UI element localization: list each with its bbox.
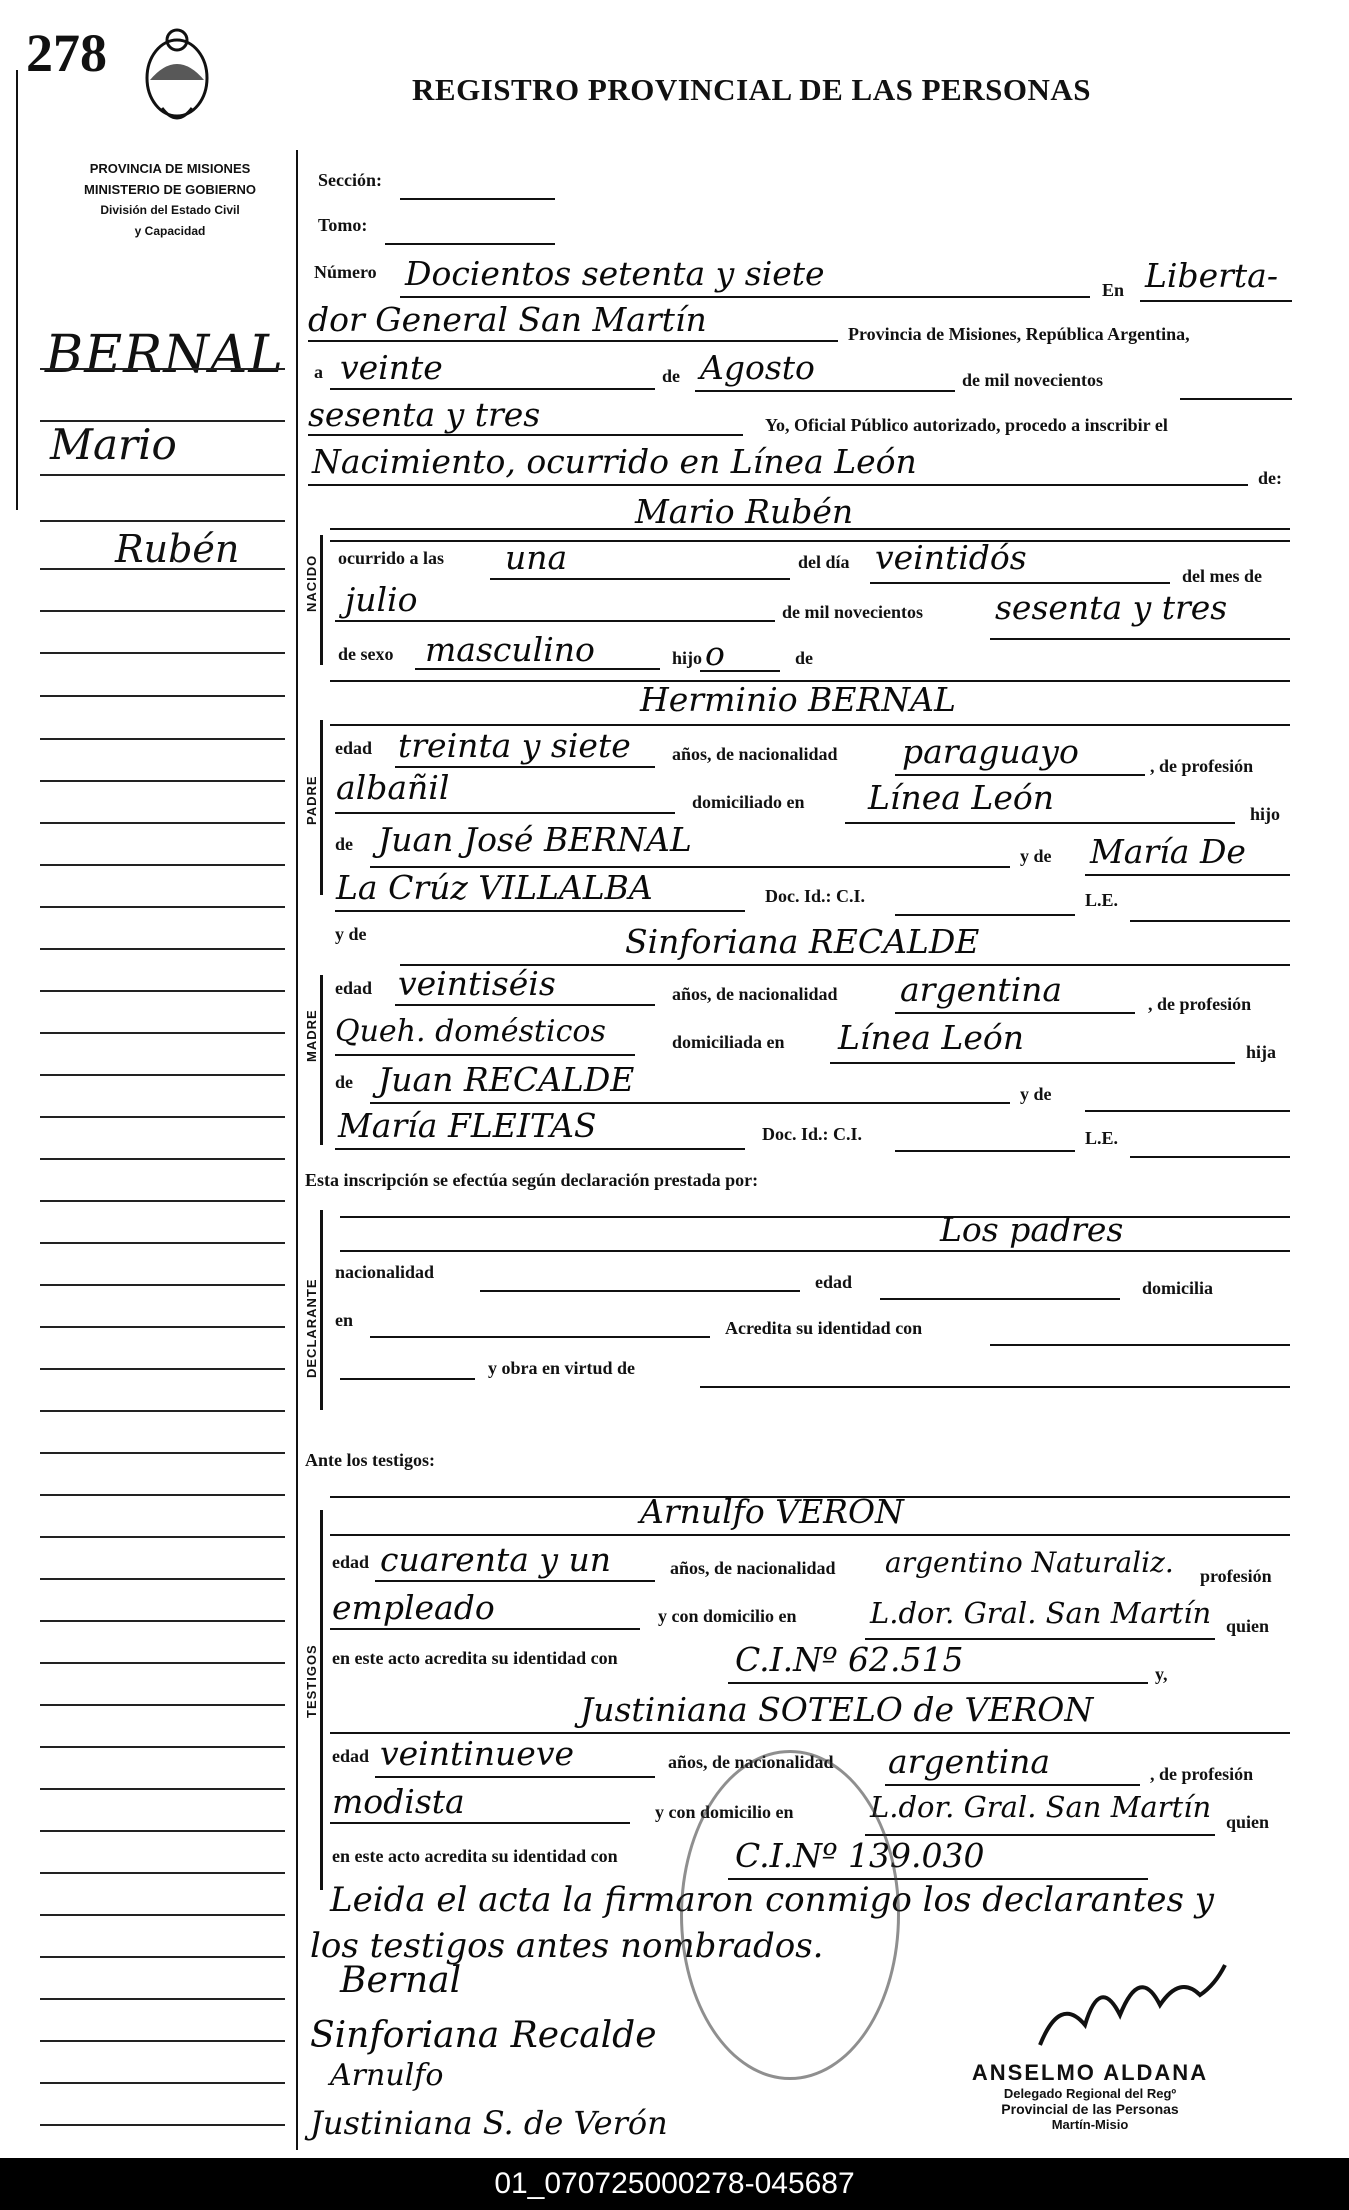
margin-line xyxy=(40,1914,285,1916)
margin-line xyxy=(40,1956,285,1958)
madre-prof-value: Queh. domésticos xyxy=(335,1014,606,1049)
madre-bracket xyxy=(320,975,323,1145)
signature-4: Justiniana S. de Verón xyxy=(310,2104,668,2142)
nacionalidad-line xyxy=(480,1290,800,1292)
madre-dom-value: Línea León xyxy=(838,1018,1024,1057)
anio-value: sesenta y tres xyxy=(308,395,541,434)
official-title-3: Martín-Misio xyxy=(1051,2117,1129,2132)
margin-line xyxy=(40,2040,285,2042)
declarante-line xyxy=(340,1250,1290,1252)
madre-le-label: L.E. xyxy=(1085,1128,1119,1148)
domicilia-label: domicilia xyxy=(1142,1278,1213,1298)
declarante-line-top xyxy=(340,1216,1290,1218)
madre-section-label: MADRE xyxy=(304,1009,319,1062)
declarante-value: Los padres xyxy=(940,1210,1124,1249)
official-name: ANSELMO ALDANA xyxy=(971,2060,1209,2085)
madre-y-de-label: y de xyxy=(335,924,367,944)
padre-section-label: PADRE xyxy=(304,775,319,825)
margin-line xyxy=(40,474,285,476)
nombre-line-2 xyxy=(330,540,1290,542)
declarante-section-label: DECLARANTE xyxy=(304,1278,319,1378)
madre-edad-line xyxy=(395,1004,655,1006)
t1-doc-line xyxy=(728,1682,1148,1684)
hora-value: una xyxy=(505,538,568,577)
decl-en-line xyxy=(370,1336,710,1338)
sexo-line xyxy=(415,668,660,670)
abuelo-m-value: Juan RECALDE xyxy=(378,1060,635,1099)
t2-acredita-label: en este acto acredita su identidad con xyxy=(332,1846,618,1866)
seccion-line xyxy=(400,198,555,200)
decl-edad-line xyxy=(880,1298,1120,1300)
numero-line xyxy=(400,296,1090,298)
madre-nac-line xyxy=(895,1012,1135,1014)
t1-edad-label: edad xyxy=(332,1552,370,1572)
margin-first-name: Mario xyxy=(50,420,177,469)
padre-value: Herminio BERNAL xyxy=(640,680,956,719)
t2-anos-label: años, de nacionalidad xyxy=(668,1752,834,1772)
madre-anos-label: años, de nacionalidad xyxy=(672,984,838,1004)
padre-prof-label: , de profesión xyxy=(1150,756,1254,776)
dia-value: veinte xyxy=(340,348,443,387)
acredita-label: Acredita su identidad con xyxy=(725,1318,923,1338)
closing-line-1: Leida el acta la firmaron conmigo los declarantes y xyxy=(330,1880,1214,1920)
abuela-p-line-1 xyxy=(1085,874,1290,876)
padre-edad-value: treinta y siete xyxy=(398,726,631,765)
margin-surname: BERNAL xyxy=(45,325,284,385)
agency-header xyxy=(50,158,290,242)
t1-dom-value: L.dor. Gral. San Martín xyxy=(870,1596,1212,1630)
t1-anos-label: años, de nacionalidad xyxy=(670,1558,836,1578)
ocurrido-label: ocurrido a las xyxy=(338,548,444,568)
del-dia-label: del día xyxy=(798,552,850,572)
padre-doc-line xyxy=(895,914,1075,916)
margin-line xyxy=(40,780,285,782)
margin-line xyxy=(40,1830,285,1832)
abuela-m-value: María FLEITAS xyxy=(338,1106,597,1145)
abuelo-m-de-label: de xyxy=(335,1072,353,1092)
provincia-label: Provincia de Misiones, República Argentina, xyxy=(848,324,1190,344)
official-signature xyxy=(1030,1955,1230,2055)
sexo-value: masculino xyxy=(425,630,595,669)
de-label: de xyxy=(662,366,680,386)
hijo-label: hijo xyxy=(672,648,703,668)
madre-le-line xyxy=(1130,1156,1290,1158)
margin-line xyxy=(40,1116,285,1118)
margin-line xyxy=(40,1242,285,1244)
margin-line xyxy=(40,906,285,908)
inscripcion-label: Esta inscripción se efectúa según declaración prestada por: xyxy=(305,1170,759,1190)
margin-line xyxy=(40,1452,285,1454)
t2-prof-line xyxy=(330,1822,630,1824)
decl-edad-label: edad xyxy=(815,1272,853,1292)
padre-anos-label: años, de nacionalidad xyxy=(672,744,838,764)
nombre-value: Mario Rubén xyxy=(635,492,854,531)
padre-prof-value: albañil xyxy=(336,768,450,807)
margin-line xyxy=(40,520,285,522)
t2-edad-value: veintinueve xyxy=(380,1734,575,1773)
margin-line xyxy=(40,1662,285,1664)
margin-line xyxy=(40,368,285,370)
numero-label: Número xyxy=(314,262,377,282)
abuela-p-value-1: María De xyxy=(1090,832,1246,871)
dia-nac-line xyxy=(870,582,1170,584)
lugar-line-2 xyxy=(308,340,838,342)
padre-dom-value: Línea León xyxy=(868,778,1054,817)
margin-line xyxy=(40,1536,285,1538)
sexo-label: de sexo xyxy=(338,644,394,664)
decl-en-label: en xyxy=(335,1310,353,1330)
dia-line xyxy=(330,388,655,390)
abuela-m-line-2 xyxy=(335,1148,745,1150)
margin-line xyxy=(40,1326,285,1328)
margin-line xyxy=(40,1872,285,1874)
padre-prof-line xyxy=(335,812,675,814)
t2-edad-label: edad xyxy=(332,1746,370,1766)
margin-line xyxy=(40,610,285,612)
ante-testigos-label: Ante los testigos: xyxy=(305,1450,435,1470)
signature-3: Arnulfo xyxy=(330,2058,444,2093)
t2-dom-label: y con domicilio en xyxy=(655,1802,794,1822)
official-stamp xyxy=(680,1750,900,2080)
acto-value: Nacimiento, ocurrido en Línea León xyxy=(312,442,917,481)
nacido-bracket xyxy=(320,535,323,665)
padre-le-line xyxy=(1130,920,1290,922)
madre-dom-label: domiciliada en xyxy=(672,1032,785,1052)
t1-edad-line xyxy=(375,1580,655,1582)
margin-line xyxy=(40,420,285,422)
margin-line xyxy=(40,738,285,740)
signature-1: Bernal xyxy=(340,1960,462,2001)
decl-obra-line-a xyxy=(340,1378,475,1380)
t2-quien-label: quien xyxy=(1226,1812,1270,1832)
folio-number: 278 xyxy=(26,23,107,83)
de-colon-label: de: xyxy=(1258,468,1282,488)
obra-label: y obra en virtud de xyxy=(488,1358,636,1378)
de-mil-label: de mil novecientos xyxy=(962,370,1103,390)
abuela-p-value-2: La Crúz VILLALBA xyxy=(336,868,653,907)
margin-line xyxy=(40,822,285,824)
abuelo-m-line xyxy=(370,1102,1010,1104)
margin-line xyxy=(40,1158,285,1160)
decl-obra-line-b xyxy=(700,1386,1290,1388)
official-title-2: Provincial de las Personas xyxy=(1001,2101,1179,2117)
dia-nac-value: veintidós xyxy=(875,538,1027,577)
hora-line xyxy=(490,578,790,580)
margin-line xyxy=(40,1368,285,1370)
declarante-bracket xyxy=(320,1210,323,1410)
t2-edad-line xyxy=(375,1776,655,1778)
margin-line xyxy=(40,1746,285,1748)
lugar-value-1: Liberta- xyxy=(1145,256,1278,295)
margin-line xyxy=(40,2082,285,2084)
t2-dom-value: L.dor. Gral. San Martín xyxy=(870,1790,1212,1824)
testigo2-value: Justiniana SOTELO de VERON xyxy=(580,1690,1094,1729)
madre-doc-label: Doc. Id.: C.I. xyxy=(762,1124,863,1144)
agency-line-4: y Capacidad xyxy=(134,224,206,238)
margin-line xyxy=(40,1032,285,1034)
madre-value: Sinforiana RECALDE xyxy=(625,922,980,961)
abuela-p-line-2 xyxy=(335,910,745,912)
official-title-1: Delegado Regional del Regº xyxy=(1003,2086,1177,2101)
padre-le-label: L.E. xyxy=(1085,890,1119,910)
padre-hijo-label: hijo xyxy=(1250,804,1281,824)
a-label: a xyxy=(314,362,323,382)
yo-label: Yo, Oficial Público autorizado, procedo a inscribir el xyxy=(765,415,1168,435)
madre-nac-value: argentina xyxy=(900,970,1063,1009)
t1-nac-value: argentino Naturaliz. xyxy=(885,1546,1174,1579)
tomo-line xyxy=(385,243,555,245)
mes-line xyxy=(695,390,955,392)
tomo-label: Tomo: xyxy=(318,215,368,235)
padre-nac-value: paraguayo xyxy=(902,732,1079,771)
padre-edad-label: edad xyxy=(335,738,373,758)
mes-value: Agosto xyxy=(700,348,815,387)
t2-doc-value: C.I.Nº 139.030 xyxy=(735,1836,985,1875)
t1-prof-label: profesión xyxy=(1200,1566,1272,1586)
padre-dom-label: domiciliado en xyxy=(692,792,805,812)
anio-line-b xyxy=(308,434,743,436)
padre-nac-line xyxy=(895,774,1145,776)
de-2-label: de xyxy=(795,648,813,668)
mes-nac-line xyxy=(335,620,775,622)
margin-line xyxy=(40,1410,285,1412)
t1-edad-value: cuarenta y un xyxy=(380,1540,612,1579)
padre-bracket xyxy=(320,720,323,895)
t1-prof-line xyxy=(330,1628,640,1630)
padre-dom-line xyxy=(845,822,1235,824)
t1-y-label: y, xyxy=(1155,1664,1168,1684)
margin-line xyxy=(40,1494,285,1496)
testigo1-line xyxy=(330,1534,1290,1536)
t1-doc-value: C.I.Nº 62.515 xyxy=(735,1640,964,1679)
agency-line-1: PROVINCIA DE MISIONES xyxy=(89,161,251,176)
margin-line xyxy=(40,1998,285,2000)
t2-prof-label: , de profesión xyxy=(1150,1764,1254,1784)
t1-quien-label: quien xyxy=(1226,1616,1270,1636)
lugar-line-1 xyxy=(1140,300,1292,302)
document-id-footer: 01_070725000278-045687 xyxy=(0,2158,1349,2210)
agency-line-2: MINISTERIO DE GOBIERNO xyxy=(84,182,256,197)
abuela-m-line-1 xyxy=(1085,1110,1290,1112)
madre-edad-value: veintiséis xyxy=(398,964,556,1003)
hijo-line xyxy=(700,670,780,672)
testigos-section-label: TESTIGOS xyxy=(304,1644,319,1718)
signature-2: Sinforiana Recalde xyxy=(310,2015,657,2056)
t1-dom-label: y con domicilio en xyxy=(658,1606,797,1626)
mes-nac-value: julio xyxy=(345,580,418,619)
margin-line xyxy=(40,2124,285,2126)
coat-of-arms-seal xyxy=(138,18,216,133)
madre-edad-label: edad xyxy=(335,978,373,998)
document-title: REGISTRO PROVINCIAL DE LAS PERSONAS xyxy=(412,72,1091,107)
madre-prof-line xyxy=(335,1054,635,1056)
anio-line-a xyxy=(1180,398,1292,400)
lugar-value-2: dor General San Martín xyxy=(308,300,707,339)
seccion-label: Sección: xyxy=(318,170,382,190)
en-label: En xyxy=(1102,280,1125,300)
acto-line xyxy=(308,484,1248,486)
closing-line-2: los testigos antes nombrados. xyxy=(310,1926,824,1966)
margin-line xyxy=(40,990,285,992)
hijo-suffix-value: o xyxy=(705,634,725,673)
anio-nac-line xyxy=(990,638,1290,640)
margin-line xyxy=(40,1200,285,1202)
de-mil-2-label: de mil novecientos xyxy=(782,602,923,622)
padre-doc-label: Doc. Id.: C.I. xyxy=(765,886,866,906)
margin-line xyxy=(40,1074,285,1076)
margin-line xyxy=(40,864,285,866)
del-mes-label: del mes de xyxy=(1182,566,1262,586)
anio-nac-value: sesenta y tres xyxy=(995,588,1228,627)
margin-line xyxy=(40,1284,285,1286)
madre-hija-label: hija xyxy=(1246,1042,1277,1062)
official-block xyxy=(940,2060,1240,2132)
acredita-line xyxy=(990,1344,1290,1346)
margin-line xyxy=(40,1620,285,1622)
nacido-section-label: NACIDO xyxy=(304,554,319,612)
margin-line xyxy=(40,1578,285,1580)
testigo1-value: Arnulfo VERON xyxy=(640,1492,904,1531)
left-margin-rule xyxy=(16,70,18,510)
margin-second-name: Rubén xyxy=(115,527,240,571)
y-de-label: y de xyxy=(1020,846,1052,866)
agency-line-3: División del Estado Civil xyxy=(100,203,240,217)
margin-line xyxy=(40,652,285,654)
madre-y-de-2-label: y de xyxy=(1020,1084,1052,1104)
margin-line xyxy=(40,695,285,697)
numero-value: Docientos setenta y siete xyxy=(405,254,825,293)
form-frame-left xyxy=(296,150,298,2150)
margin-line xyxy=(40,568,285,570)
margin-line xyxy=(40,1704,285,1706)
abuelo-p-value: Juan José BERNAL xyxy=(378,820,692,859)
t2-nac-value: argentina xyxy=(888,1742,1051,1781)
abuelo-p-de-label: de xyxy=(335,834,353,854)
madre-doc-line xyxy=(895,1150,1075,1152)
t1-prof-value: empleado xyxy=(332,1588,495,1627)
madre-prof-label: , de profesión xyxy=(1148,994,1252,1014)
madre-dom-line xyxy=(830,1062,1235,1064)
testigos-bracket xyxy=(320,1510,323,1890)
t1-acredita-label: en este acto acredita su identidad con xyxy=(332,1648,618,1668)
margin-line xyxy=(40,948,285,950)
margin-line xyxy=(40,1788,285,1790)
t2-nac-line xyxy=(885,1784,1140,1786)
t2-prof-value: modista xyxy=(332,1782,465,1821)
nacionalidad-label: nacionalidad xyxy=(335,1262,435,1282)
